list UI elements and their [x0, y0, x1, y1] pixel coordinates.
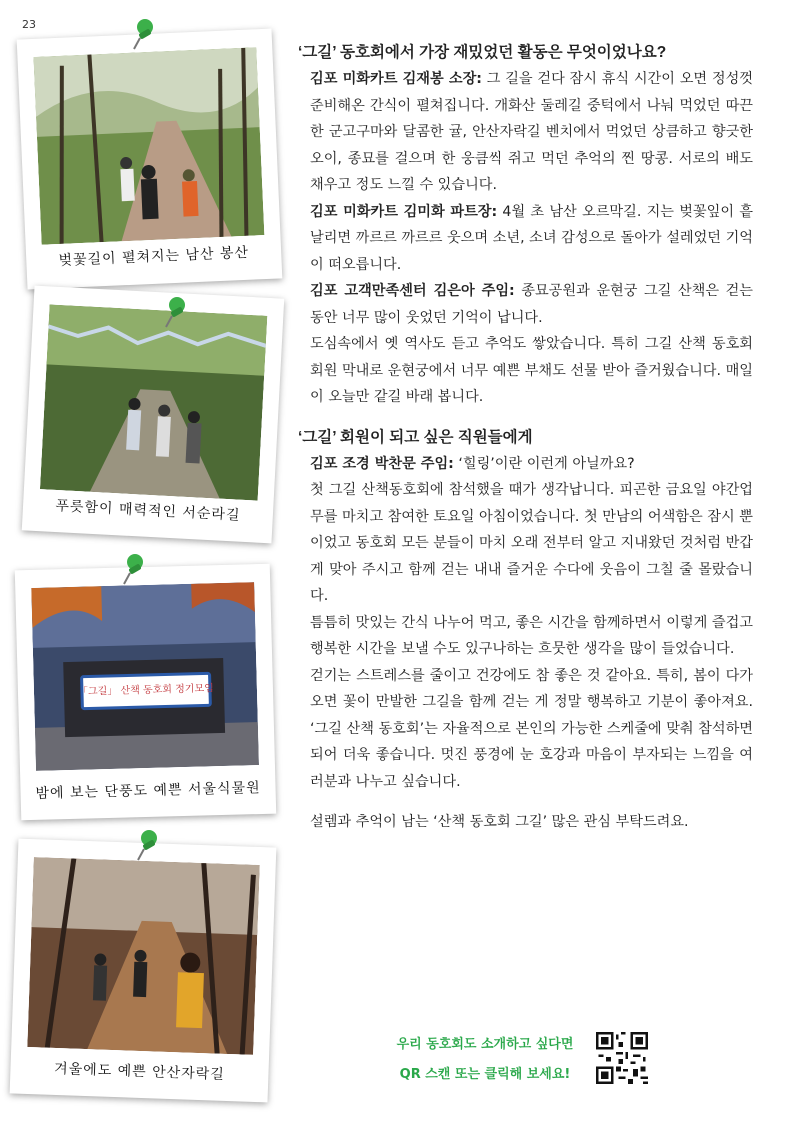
answer-paragraph: 걷기는 스트레스를 줄이고 건강에도 참 좋은 것 같아요. 특히, 봄이 다가오면 꽃이 만발한 그길을 함께 걷는 게 정말 행복하고 기분이 좋아져요. ‘그길 산책 동호회’는 자율적으로 본인의 가능한 스케줄에 맞춰 참석하면 되어 더욱 좋습니다. 멋진 풍경에 눈 호강과 마음이 부자되는 느낌을 여러분과 나누고 싶습니다. — [310, 667, 753, 790]
section-title-2: ‘그길’ 회원이 되고 싶은 직원들에게 — [298, 428, 533, 446]
photo-caption-2: 푸릇함이 매력적인 서순라길 — [55, 498, 241, 524]
pin-icon — [162, 296, 188, 330]
photo-caption-3: 밤에 보는 단풍도 예쁜 서울식물원 — [35, 780, 261, 802]
section-title-1: ‘그길’ 동호회에서 가장 재밌었던 활동은 무엇이었나요? — [298, 44, 667, 61]
page-number: 23 — [22, 18, 36, 31]
pin-icon — [130, 18, 156, 52]
answer-paragraph: 틈틈히 맛있는 간식 나누어 먹고, 좋은 시간을 함께하면서 이렇게 즐겁고 행복한 시간을 보낼 수도 있구나하는 흐뭇한 생각을 많이 들었습니다. — [310, 614, 753, 657]
pin-icon — [134, 829, 160, 863]
photo-caption-4: 겨울에도 예쁜 안산자락길 — [53, 1060, 226, 1083]
answer-paragraph: 도심속에서 옛 역사도 듣고 추억도 쌓았습니다. 특히 그길 산책 동호회 회원 막내로 운현궁에서 너무 예쁜 부채도 선물 받아 즐거웠습니다. 매일이 오늘만 같길 바래 봅니다. — [310, 336, 753, 405]
photo-card-2 — [22, 286, 284, 544]
photo-card-1 — [17, 29, 283, 290]
answer-paragraph: 김포 미화카트 김미화 파트장: 4월 초 남산 오르막길. 지는 벚꽃잎이 흩날리면 까르르 까르르 웃으며 소년, 소녀 감성으로 돌아가 설레었던 기억이 떠오릅니다. — [310, 203, 753, 273]
photo-spring-trail — [33, 47, 264, 245]
qr-code-icon[interactable] — [596, 1032, 648, 1084]
photo-night-garden — [31, 582, 259, 771]
answer-paragraph: 김포 고객만족센터 김은아 주임: 종묘공원과 운현궁 그길 산책은 걷는 동안 너무 많이 웃었던 기억이 납니다. — [310, 283, 753, 326]
promo-line-2: QR 스캔 또는 클릭해 보세요! — [399, 1067, 571, 1082]
answer-paragraph: 김포 조경 박찬문 주임: ‘힐링’이란 이런게 아닐까요? — [310, 455, 635, 472]
photo-seosunra-trail — [40, 304, 267, 500]
photo-card-3 — [15, 564, 276, 821]
photo-caption-1: 벚꽃길이 펼쳐지는 남산 봉산 — [58, 244, 250, 270]
answer-paragraph: 첫 그길 산책동호회에 참석했을 때가 생각납니다. 피곤한 금요일 야간업무를 마치고 참여한 토요일 아침이었습니다. 첫 만남의 어색함은 잠시 뿐이었고 동호회 모든 분들이 마치 오래 전부터 알고 지내왔던 것처럼 반갑게 맞아 주시고 함께 걷는 내내 즐거운 수다에 웃음이 그칠 줄 몰랐습니다. — [310, 482, 753, 604]
article-text — [298, 40, 753, 836]
photo-card-4 — [10, 839, 277, 1103]
closing-paragraph: 설렘과 추억이 남는 ‘산책 동호회 그길’ 많은 관심 부탁드려요. — [310, 814, 689, 830]
answer-paragraph: 김포 미화카트 김재봉 소장: 그 길을 걷다 잠시 휴식 시간이 오면 정성껏 준비해온 간식이 펼쳐집니다. 개화산 둘레길 중턱에서 나눠 먹었던 따끈한 군고구마와 달콤한 귤, 안산자락길 벤치에서 먹었던 상큼하고 향긋한 오이, 종묘를 걸으며 한 웅큼씩 쥐고 먹던 추억의 찐 땅콩. 서로의 배도 채우고 정도 느낄 수 있습니다. — [310, 71, 753, 193]
promo-line-1: 우리 동호회도 소개하고 싶다면 — [396, 1037, 574, 1052]
photo-winter-trail — [27, 857, 259, 1055]
pin-icon — [120, 553, 146, 587]
photo-banner: 「그길」 산책 동호회 정기모임 — [77, 683, 214, 698]
qr-promo-text — [380, 1030, 590, 1090]
